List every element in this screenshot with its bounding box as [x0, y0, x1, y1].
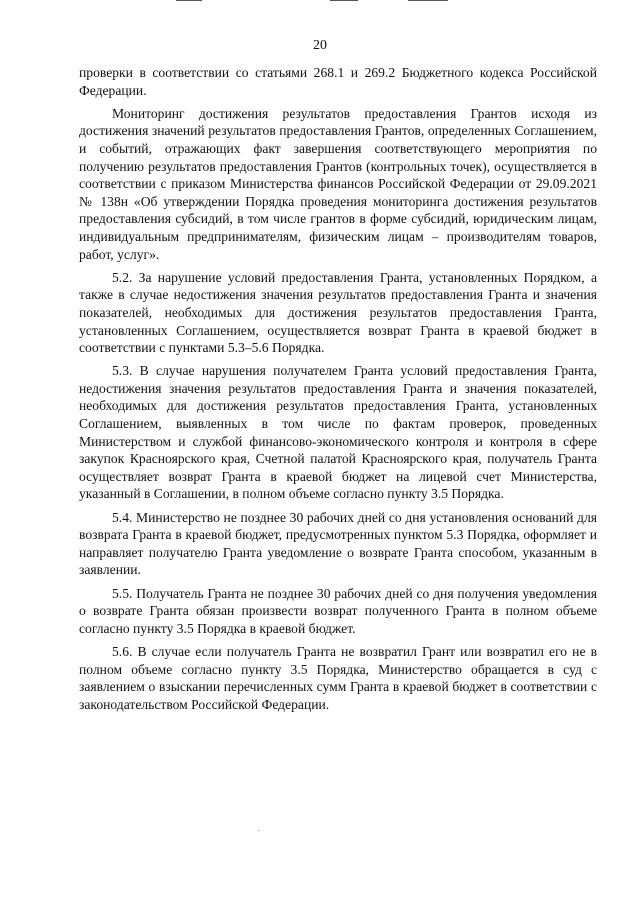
paragraph-monitoring: Мониторинг достижения результатов предоставления Грантов исходя из достижения значений результатов предоставления Грантов, определенных Соглашением, и событий, отражающих факт завершения соответствующего мероприятия по получению результатов предоставления Грантов (контрольных точек), осуществляется в соответствии с приказом Министерства финансов Российской Федерации от 29.09.2021 № 138н «Об утверждении Порядка проведения мониторинга достижения результатов предоставления субсидий, в том числе грантов в форме субсидий, юридическим лицам, индивидуальным предпринимателям, физическим лицам – производителям товаров, работ, услуг».: [79, 105, 597, 262]
paragraph-5-6: 5.6. В случае если получатель Гранта не возвратил Грант или возвратил его не в полном объеме согласно пункту 3.5 Порядка, Министерство обращается в суд с заявлением о взыскании перечисленных сумм Гранта в краевой бюджет в соответствии с законодательством Российской Федерации.: [79, 643, 597, 712]
scan-dot: [258, 830, 259, 831]
document-body: [79, 64, 597, 719]
paragraph-5-3: 5.3. В случае нарушения получателем Гранта условий предоставления Гранта, недостижения значения результатов предоставления Гранта и значения показателей, необходимых для достижения результатов предоставления Гранта, установленных Соглашением, выявленных в том числе по фактам проверок, проведенных Министерством и службой финансово-экономического контроля и контроля в сфере закупок Красноярского края, Счетной палатой Красноярского края, получатель Гранта осуществляет возврат Гранта в краевой бюджет на лицевой счет Министерства, указанный в Соглашении, в полном объеме согласно пункту 3.5 Порядка.: [79, 363, 597, 502]
page-number: 20: [313, 38, 327, 53]
paragraph-5-5: 5.5. Получатель Гранта не позднее 30 рабочих дней со дня получения уведомления о возврате Гранта обязан произвести возврат полученного Гранта в полном объеме согласно пункту 3.5 Порядка в краевой бюджет.: [79, 585, 597, 636]
paragraph-5-4: 5.4. Министерство не позднее 30 рабочих дней со дня установления оснований для возврата Гранта в краевой бюджет, предусмотренных пунктом 5.3 Порядка, оформляет и направляет получателю Гранта уведомление о возврате Гранта способом, указанным в заявлении.: [79, 509, 597, 578]
paragraph-5-2: 5.2. За нарушение условий предоставления Гранта, установленных Порядком, а также в случае недостижения значения результатов предоставления Гранта и значения показателей, необходимых для достижения результатов предоставления Гранта, установленных Соглашением, осуществляется возврат Гранта в краевой бюджет в соответствии с пунктами 5.3–5.6 Порядка.: [79, 269, 597, 356]
paragraph-continuation: проверки в соответствии со статьями 268.1 и 269.2 Бюджетного кодекса Российской Федерации.: [79, 65, 597, 98]
scan-artifacts: [0, 0, 640, 6]
